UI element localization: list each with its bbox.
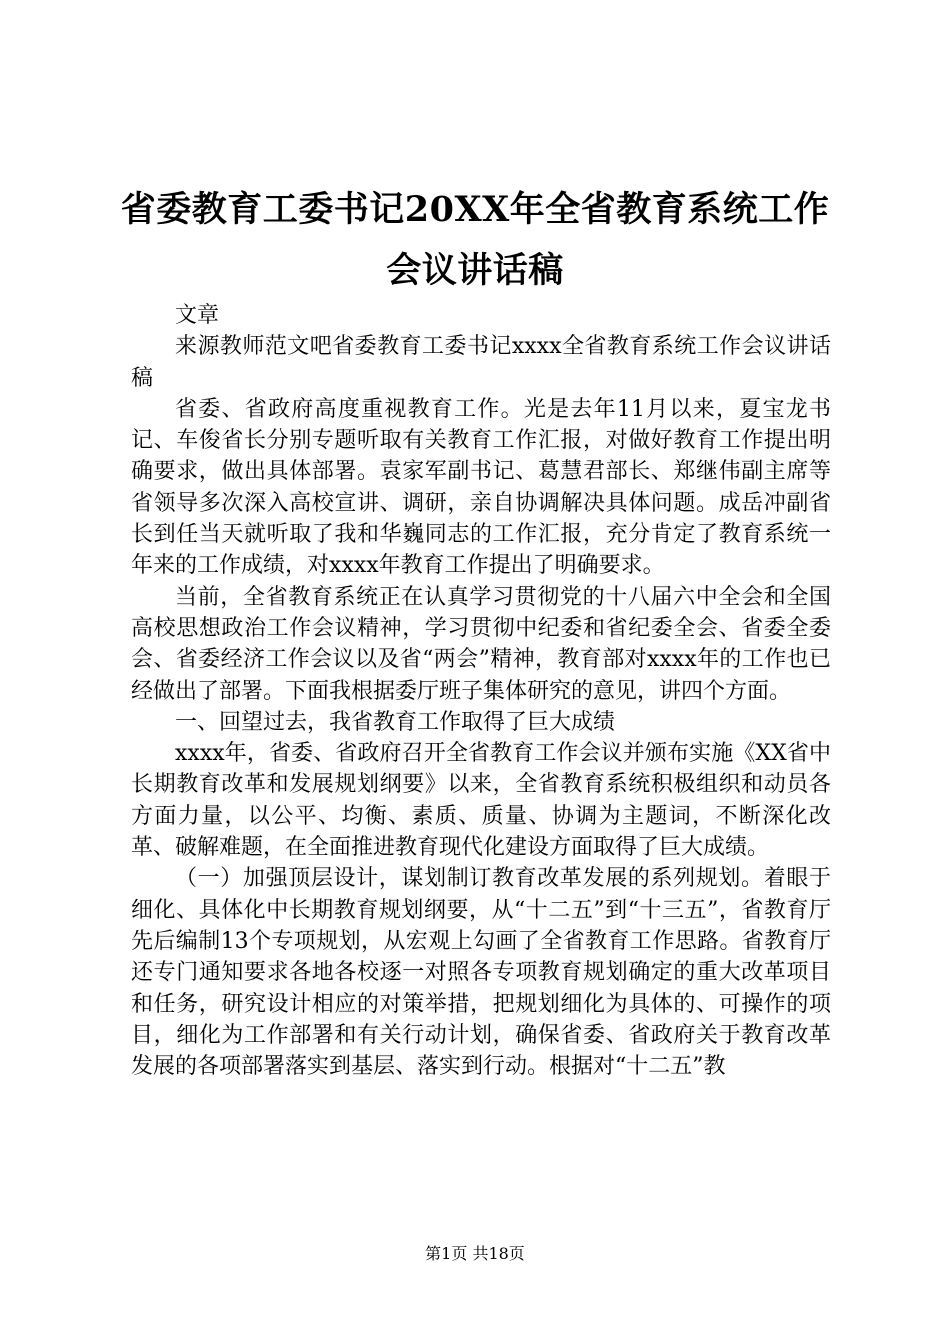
document-title-line-1: 省委教育工委书记20XX年全省教育系统工作	[120, 189, 830, 230]
paragraph-source: 来源教师范文吧省委教育工委书记xxxx全省教育系统工作会议讲话稿	[131, 334, 831, 391]
paragraph-4: （一）加强顶层设计，谋划制订教育改革发展的系列规划。着眼于细化、具体化中长期教育规划纲要，从“十二五”到“十三五”，省教育厅先后编制13个专项规划，从宏观上勾画了全省教育工作思路。省教育厅还专门通知要求各地各校逐一对照各专项教育规划确定的重大改革项目和任务，研究设计相应的对策举措，把规划细化为具体的、可操作的项目，细化为工作部署和有关行动计划，确保省委、省政府关于教育改革发展的各项部署落实到基层、落实到行动。根据对“十二五”教	[131, 866, 831, 1080]
document-body	[131, 300, 831, 1082]
document-title-line-2: 会议讲话稿	[386, 250, 564, 291]
paragraph-label: 文章	[175, 303, 220, 328]
section-heading-1: 一、回望过去，我省教育工作取得了巨大成绩	[175, 709, 616, 735]
paragraph-2: 当前，全省教育系统正在认真学习贯彻党的十八届六中全会和全国高校思想政治工作会议精神，学习贯彻中纪委和省纪委全会、省委全委会、省委经济工作会议以及省“两会”精神，教育部对xxxx年的工作也已经做出了部署。下面我根据委厅班子集体研究的意见，讲四个方面。	[131, 584, 831, 704]
paragraph-1: 省委、省政府高度重视教育工作。光是去年11月以来，夏宝龙书记、车俊省长分别专题听取有关教育工作汇报，对做好教育工作提出明确要求，做出具体部署。袁家军副书记、葛慧君部长、郑继伟副主席等省领导多次深入高校宣讲、调研，亲自协调解决具体问题。成岳冲副省长到任当天就听取了我和华巍同志的工作汇报，充分肯定了教育系统一年来的工作成绩，对xxxx年教育工作提出了明确要求。	[131, 396, 831, 579]
paragraph-3: xxxx年，省委、省政府召开全省教育工作会议并颁布实施《XX省中长期教育改革和发展规划纲要》以来，全省教育系统积极组织和动员各方面力量，以公平、均衡、素质、质量、协调为主题词，不断深化改革、破解难题，在全面推进教育现代化建设方面取得了巨大成绩。	[131, 741, 831, 861]
page-footer: 第1页 共18页	[425, 1244, 525, 1263]
